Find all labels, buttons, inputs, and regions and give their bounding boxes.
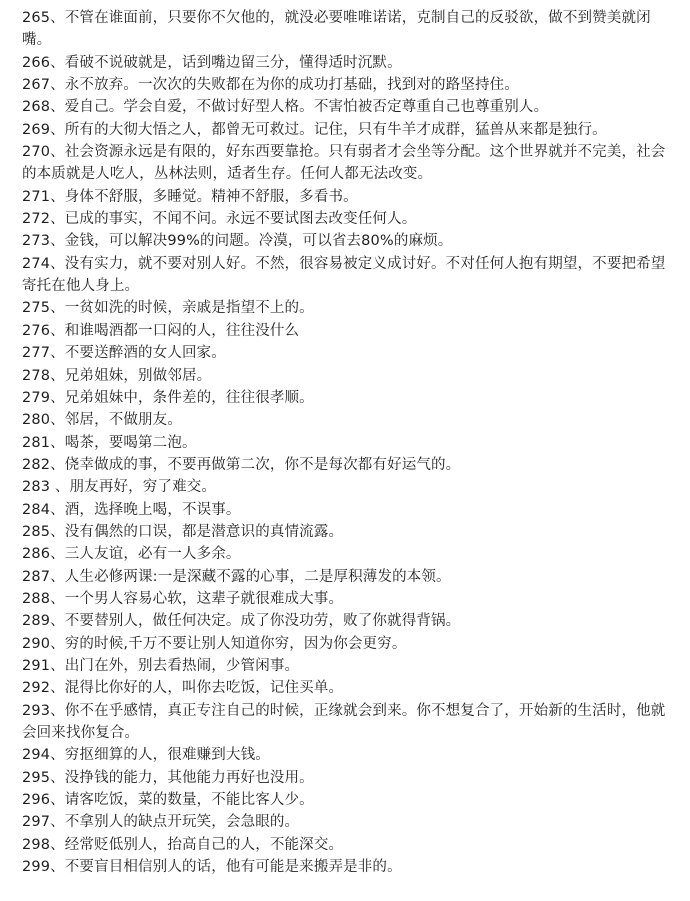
- list-item-293: 293、你不在乎感情，真正专注自己的时候，正缘就会到来。你不想复合了，开始新的生活时，他就会回来找你复合。: [22, 702, 666, 741]
- list-item-286: 286、三人友谊，必有一人多余。: [22, 546, 241, 563]
- list-item-278: 278、兄弟姐妹，别做邻居。: [22, 367, 212, 384]
- list-item-274: 274、没有实力，就不要对别人好。不然，很容易被定义成讨好。不对任何人抱有期望，不要把希望寄托在他人身上。: [22, 255, 666, 295]
- list-item-296: 296、请客吃饭，菜的数量，不能比客人少。: [22, 792, 314, 809]
- list-item-284: 284、酒，选择晚上喝，不误事。: [22, 501, 241, 518]
- list-item-299: 299、不要盲目相信别人的话，他有可能是来搬弄是非的。: [22, 859, 402, 876]
- list-item-297: 297、不拿别人的缺点开玩笑，会急眼的。: [22, 814, 300, 831]
- list-item-292: 292、混得比你好的人，叫你去吃饭，记住买单。: [22, 680, 344, 697]
- list-item-295: 295、没挣钱的能力，其他能力再好也没用。: [22, 769, 314, 786]
- list-item-272: 272、已成的事实，不闻不问。永远不要试图去改变任何人。: [22, 211, 417, 228]
- list-item-276: 276、和谁喝酒都一口闷的人，往往没什么: [22, 322, 300, 339]
- list-item-268: 268、爱自己。学会自爱，不做讨好型人格。不害怕被否定尊重自己也尊重别人。: [22, 99, 549, 116]
- list-item-294: 294、穷抠细算的人，很难赚到大钱。: [22, 747, 270, 764]
- document-body: [22, 7, 672, 878]
- list-item-275: 275、一贫如洗的时候，亲戚是指望不上的。: [22, 300, 314, 317]
- list-item-289: 289、不要替别人，做任何决定。成了你没功劳，败了你就得背锅。: [22, 613, 461, 630]
- list-item-298: 298、经常贬低别人，抬高自己的人，不能深交。: [22, 836, 344, 853]
- list-item-271: 271、身体不舒服，多睡觉。精神不舒服，多看书。: [22, 188, 358, 205]
- list-item-291: 291、出门在外，别去看热闹，少管闲事。: [22, 657, 300, 674]
- list-item-283: 283 、朋友再好，穷了难交。: [22, 479, 217, 496]
- list-item-265: 265、不管在谁面前，只要你不欠他的，就没必要唯唯诺诺，克制自己的反驳欲，做不到赞美就闭嘴。: [22, 10, 651, 49]
- list-item-288: 288、一个男人容易心软，这辈子就很难成大事。: [22, 590, 344, 607]
- list-item-279: 279、兄弟姐妹中，条件差的，往往很孝顺。: [22, 389, 314, 406]
- list-item-277: 277、不要送醉酒的女人回家。: [22, 345, 226, 362]
- list-item-287: 287、人生必修两课:一是深藏不露的心事，二是厚积薄发的本领。: [22, 568, 451, 585]
- list-item-281: 281、喝茶，要喝第二泡。: [22, 434, 197, 451]
- list-item-285: 285、没有偶然的口误，都是潜意识的真情流露。: [22, 523, 344, 540]
- list-item-270: 270、社会资源永远是有限的，好东西要靠抢。只有弱者才会坐等分配。这个世界就并不完美，社会的本质就是人吃人，丛林法则，适者生存。任何人都无法改变。: [22, 144, 666, 183]
- list-item-266: 266、看破不说破就是，话到嘴边留三分，懂得适时沉默。: [22, 54, 402, 71]
- list-item-267: 267、永不放弃。一次次的失败都在为你的成功打基础，找到对的路坚持住。: [22, 77, 519, 94]
- list-item-273: 273、金钱，可以解决99%的问题。冷漠，可以省去80%的麻烦。: [22, 233, 453, 250]
- list-item-280: 280、邻居，不做朋友。: [22, 412, 182, 429]
- list-item-282: 282、侥幸做成的事，不要再做第二次，你不是每次都有好运气的。: [22, 456, 461, 473]
- list-item-290: 290、穷的时候,千万不要让别人知道你穷，因为你会更穷。: [22, 635, 407, 652]
- list-item-269: 269、所有的大彻大悟之人，都曾无可救过。记住，只有牛羊才成群，猛兽从来都是独行。: [22, 121, 607, 138]
